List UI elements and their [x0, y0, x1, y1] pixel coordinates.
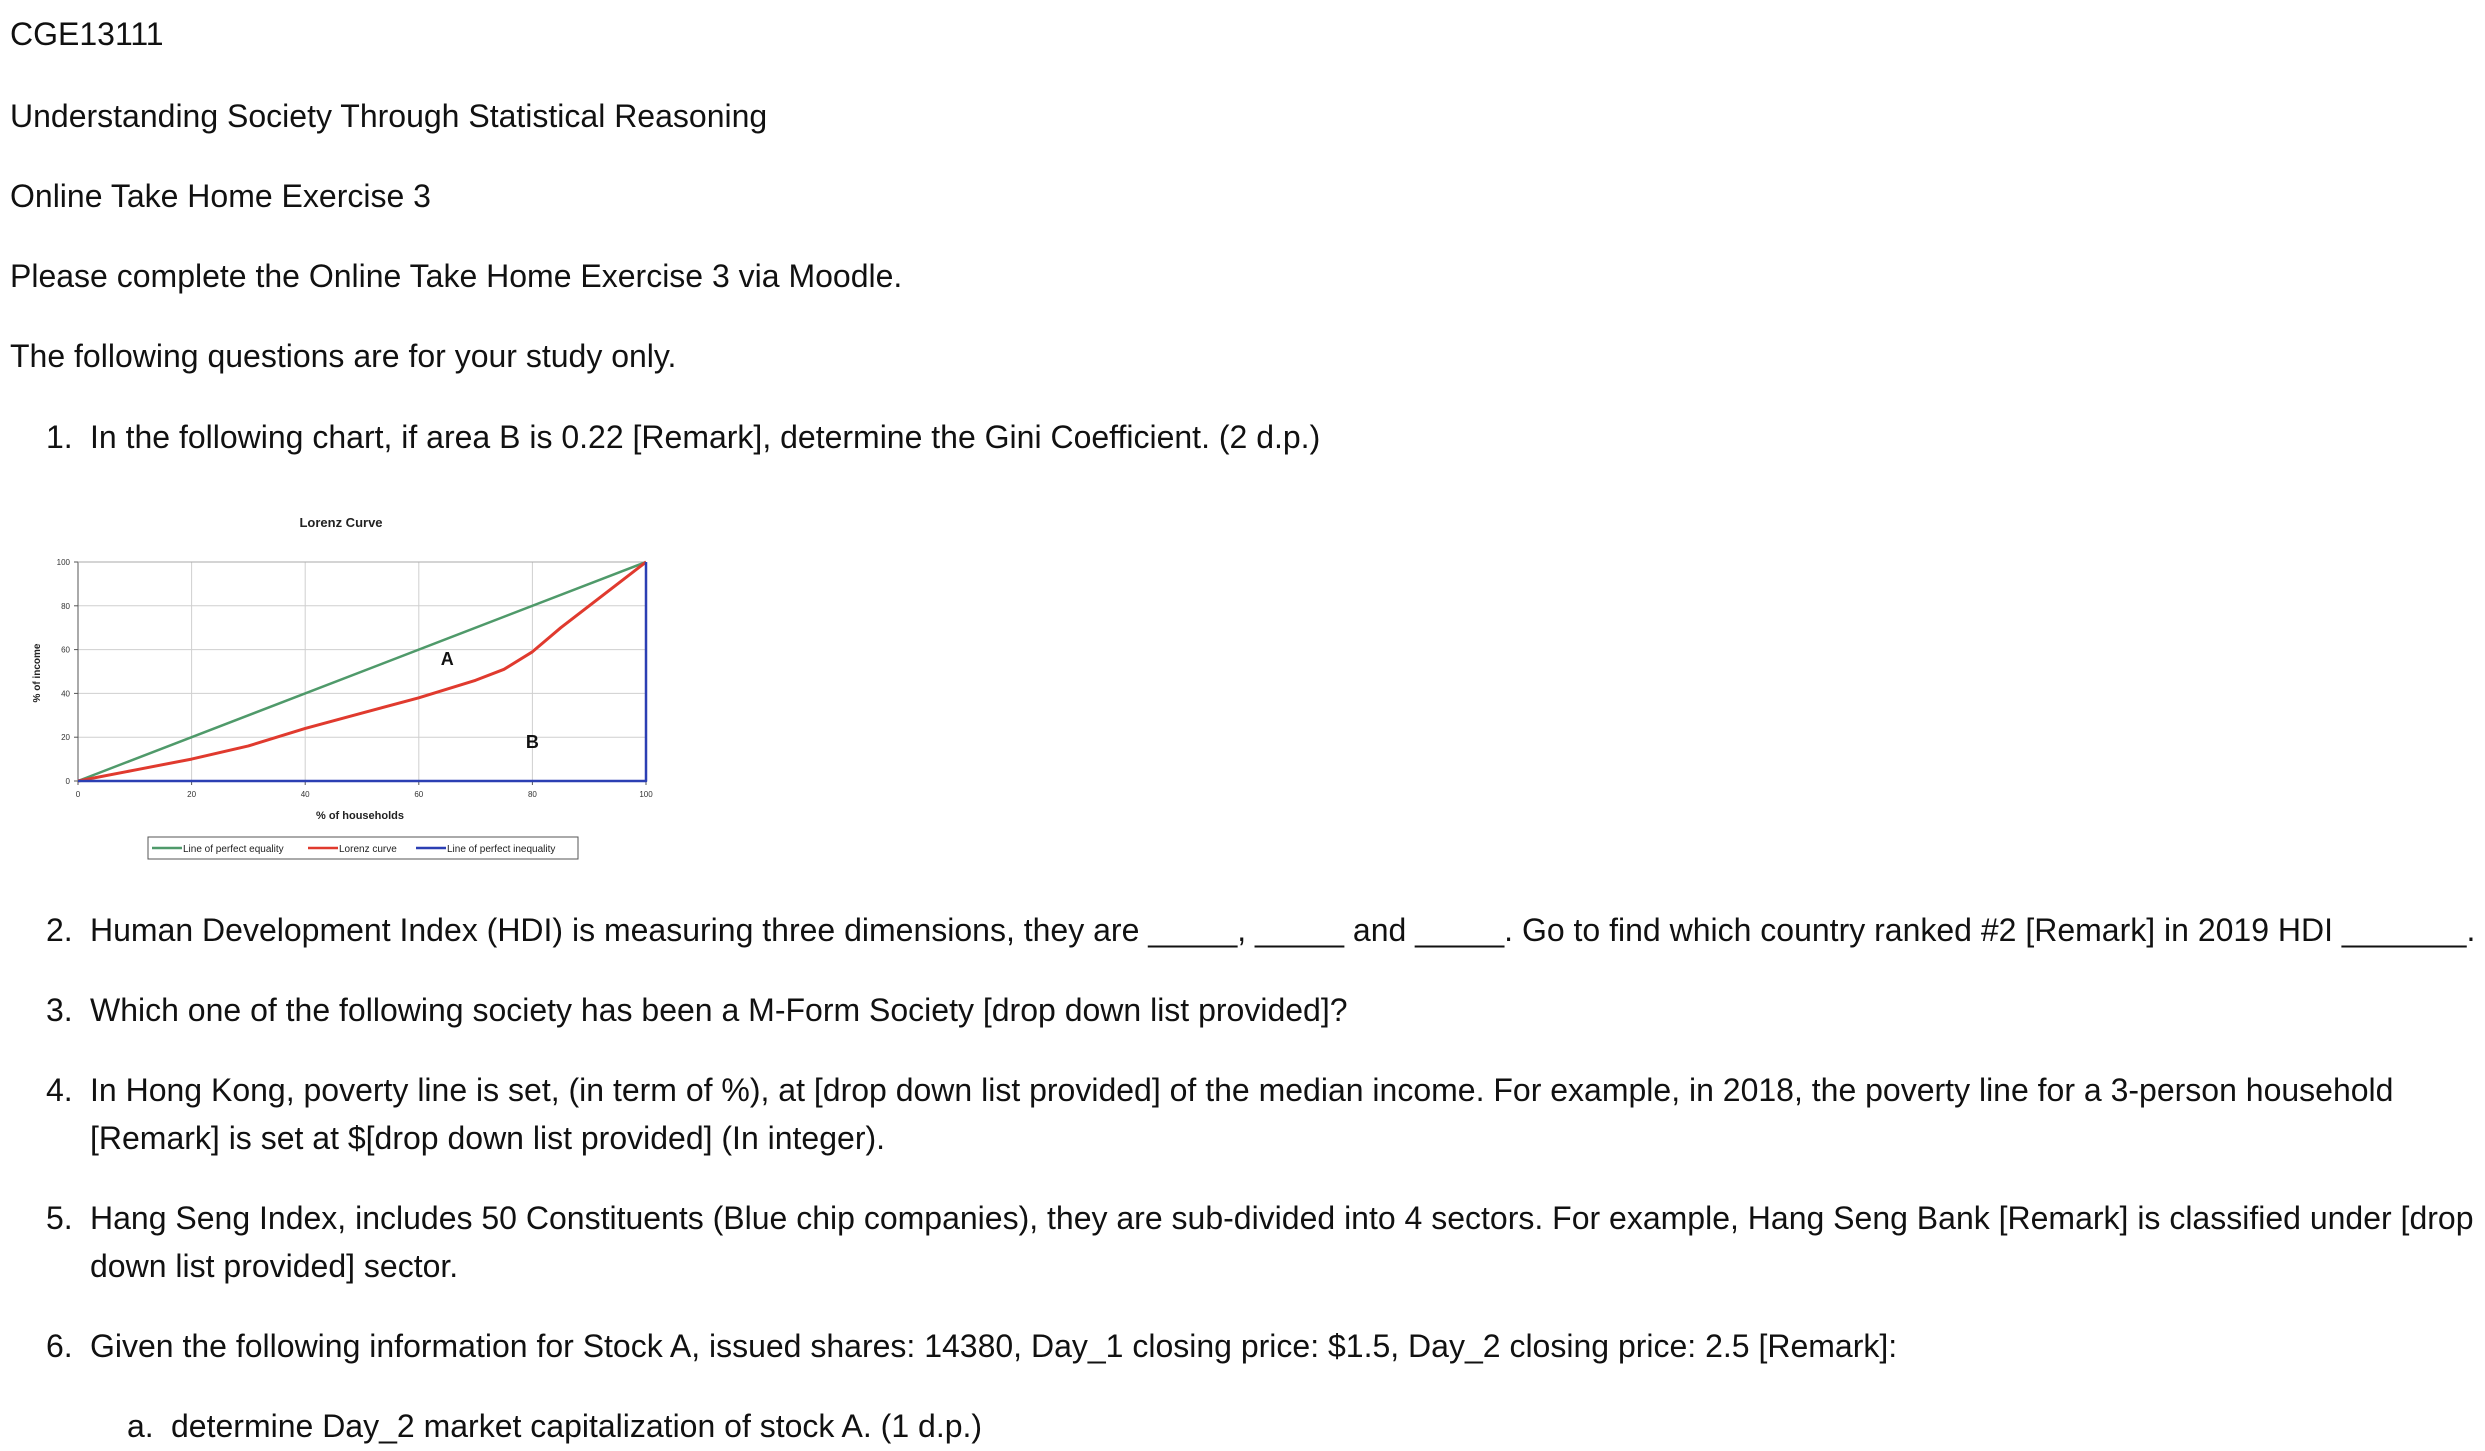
question-number: 2.: [46, 912, 73, 948]
question-4-continued: [Remark] is set at $[drop down list provided] (In integer).: [90, 1120, 886, 1156]
y-tick-label: 0: [65, 777, 70, 786]
area-label-a: A: [440, 648, 454, 669]
y-tick-label: 100: [56, 558, 70, 567]
x-axis-label: % of households: [316, 810, 404, 822]
course-title: Understanding Society Through Statistical Reasoning: [10, 98, 768, 134]
x-tick-label: 20: [187, 790, 197, 799]
question-number: 4.: [46, 1072, 73, 1108]
x-tick-label: 0: [75, 790, 81, 799]
chart-legend: [148, 837, 578, 859]
lorenz-chart: [20, 505, 660, 865]
exercise-title: Online Take Home Exercise 3: [10, 178, 431, 214]
area-label-b: B: [525, 732, 539, 753]
question-number: 6.: [46, 1328, 73, 1364]
question-number: 3.: [46, 992, 73, 1028]
y-tick-label: 60: [61, 645, 70, 655]
question-4: [46, 1066, 2393, 1114]
question-number: 5.: [46, 1200, 73, 1236]
y-axis-label: % of income: [32, 643, 43, 703]
question-1: [46, 413, 1320, 461]
question-3: [46, 986, 1348, 1034]
instruction-text: Please complete the Online Take Home Exercise 3 via Moodle.: [10, 258, 903, 294]
question-6: [46, 1322, 1897, 1370]
x-tick-label: 60: [414, 790, 424, 799]
study-note: The following questions are for your study only.: [10, 338, 677, 374]
chart-title: Lorenz Curve: [299, 515, 383, 530]
subquestion-a: [127, 1402, 982, 1450]
question-5: [46, 1194, 2473, 1242]
legend-label: Line of perfect inequality: [447, 844, 556, 855]
legend-label: Line of perfect equality: [183, 844, 284, 855]
legend-label: Lorenz curve: [339, 844, 397, 855]
course-code: CGE13111: [10, 16, 164, 52]
question-text: Which one of the following society has been a M-Form Society [drop down list provided]?: [90, 992, 1348, 1028]
question-2: [46, 906, 2475, 954]
y-tick-label: 20: [61, 733, 70, 743]
question-number: 1.: [46, 419, 73, 455]
question-text: In the following chart, if area B is 0.22 [Remark], determine the Gini Coefficient. (2 d.p.): [90, 419, 1321, 455]
question-text: In Hong Kong, poverty line is set, (in term of %), at [drop down list provided] of the median income. For example, in 2018, the poverty line for a 3-person household: [90, 1072, 2394, 1108]
question-text: Hang Seng Index, includes 50 Constituents (Blue chip companies), they are sub-divided into 4 sectors. For example, Hang Seng Bank [Remark] is classified under [drop: [90, 1200, 2474, 1236]
x-tick-label: 80: [527, 790, 537, 799]
question-text: Given the following information for Stock A, issued shares: 14380, Day_1 closing price: $1.5, Day_2 closing price: 2.5 [Remark]:: [90, 1328, 1898, 1364]
x-tick-label: 100: [639, 790, 653, 799]
subquestion-text: determine Day_2 market capitalization of stock A. (1 d.p.): [171, 1408, 983, 1444]
y-tick-label: 80: [61, 601, 70, 611]
subquestion-label: a.: [127, 1408, 154, 1444]
question-5-continued: down list provided] sector.: [90, 1248, 459, 1284]
question-text: Human Development Index (HDI) is measuring three dimensions, they are _____, _____ and _____. Go to find which country ranked #2 [Remark] in 2019 HDI _______.: [90, 912, 2476, 948]
y-tick-label: 40: [61, 689, 70, 699]
x-tick-label: 40: [300, 790, 310, 799]
